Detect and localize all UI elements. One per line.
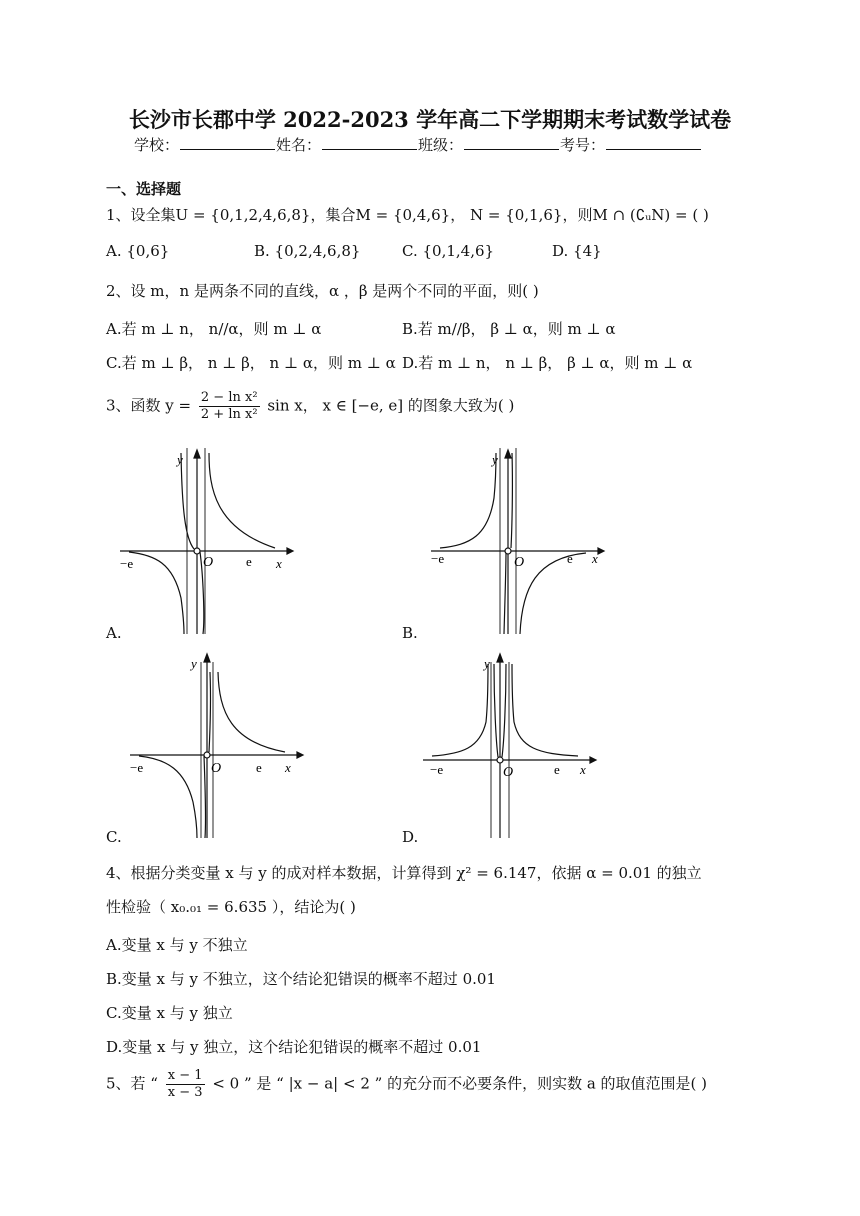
q1-option-a: A. {0,6} [106,242,170,260]
graph-b-pos-e: e [567,551,573,566]
graph-d-origin: O [503,765,514,780]
graph-a-pos-e: e [246,554,252,569]
graph-d-neg-e: −e [430,762,444,777]
graph-b-label: B. [402,624,418,642]
q1-option-d: D. {4} [552,242,602,260]
q5-prefix: 5、若 “ [106,1074,158,1093]
graph-c-x-label: x [285,760,291,775]
name-label: 姓名： [276,136,322,154]
q5-fraction [166,1068,205,1101]
q1-option-c: C. {0,1,4,6} [402,242,495,260]
q2-option-d: D.若 m ⊥ n， n ⊥ β， β ⊥ α，则 m ⊥ α [402,354,693,372]
graph-a-label: A. [106,624,122,642]
graph-b [426,448,606,636]
graph-a-neg-e: −e [120,556,134,571]
question-4-line-1: 4、根据分类变量 x 与 y 的成对样本数据，计算得到 χ² = 6.147，依据 α = 0.01 的独立 [106,864,702,882]
graph-a-x-label: x [276,556,282,571]
student-info-line [134,134,702,155]
graph-a-origin: O [203,555,214,570]
graph-c-pos-e: e [256,760,262,775]
graph-d-pos-e: e [554,762,560,777]
graph-b-x-label: x [592,551,598,566]
graph-c-y-label: y [191,656,197,671]
class-label: 班级： [418,136,464,154]
graph-c-origin: O [211,761,222,776]
q3-numerator: 2 − ln x² [200,390,258,405]
q2-option-a: A.若 m ⊥ n， n//α，则 m ⊥ α [106,320,322,338]
number-blank[interactable] [606,135,701,150]
section-heading: 一、选择题 [106,180,182,198]
q5-denominator: x − 3 [167,1085,203,1100]
page-title: 长沙市长郡中学 2022-2023 学年高二下学期期末考试数学试卷 [128,107,732,132]
q2-option-c: C.若 m ⊥ β， n ⊥ β， n ⊥ α，则 m ⊥ α [106,354,396,372]
q3-prefix: 3、函数 y = [106,396,192,415]
q4-option-d: D.变量 x 与 y 独立，这个结论犯错误的概率不超过 0.01 [106,1038,482,1056]
q2-option-b: B.若 m//β， β ⊥ α，则 m ⊥ α [402,320,616,338]
school-label: 学校： [134,136,180,154]
graph-d [418,652,598,840]
name-blank[interactable] [322,135,417,150]
graph-d-x-label: x [580,762,586,777]
question-2-stem: 2、设 m，n 是两条不同的直线，α ，β 是两个不同的平面，则( ) [106,282,539,300]
graph-a-y-label: y [177,452,183,467]
graph-c-label: C. [106,828,122,846]
graph-d-label: D. [402,828,419,846]
q4-option-b: B.变量 x 与 y 不独立，这个结论犯错误的概率不超过 0.01 [106,970,496,988]
question-5-stem [106,1068,707,1101]
q3-suffix: sin x， x ∈ [−e, e] 的图象大致为( ) [267,396,515,415]
q3-denominator: 2 + ln x² [200,407,258,422]
question-4-line-2: 性检验（ x₀.₀₁ = 6.635 ），结论为( ) [106,898,356,916]
graph-b-origin: O [514,555,525,570]
graph-b-neg-e: −e [431,551,445,566]
q5-numerator: x − 1 [167,1068,203,1083]
school-blank[interactable] [180,135,275,150]
q4-option-c: C.变量 x 与 y 独立 [106,1004,233,1022]
question-1-stem: 1、设全集U = {0,1,2,4,6,8}，集合M = {0,4,6}， N = {0,1,6}，则M ∩ (∁ᵤN) = ( ) [106,206,709,224]
class-blank[interactable] [464,135,559,150]
graph-b-y-label: y [492,452,498,467]
question-3-stem [106,390,514,423]
q1-option-b: B. {0,2,4,6,8} [254,242,361,260]
graph-a [115,448,295,636]
q4-option-a: A.变量 x 与 y 不独立 [106,936,248,954]
graph-c-neg-e: −e [130,760,144,775]
graph-d-y-label: y [484,656,490,671]
graph-c [125,652,305,840]
q3-fraction [199,390,260,423]
q5-suffix: < 0 ” 是 “ |x − a| < 2 ” 的充分而不必要条件，则实数 a 的取值范围是( ) [212,1074,708,1093]
number-label: 考号： [560,136,606,154]
